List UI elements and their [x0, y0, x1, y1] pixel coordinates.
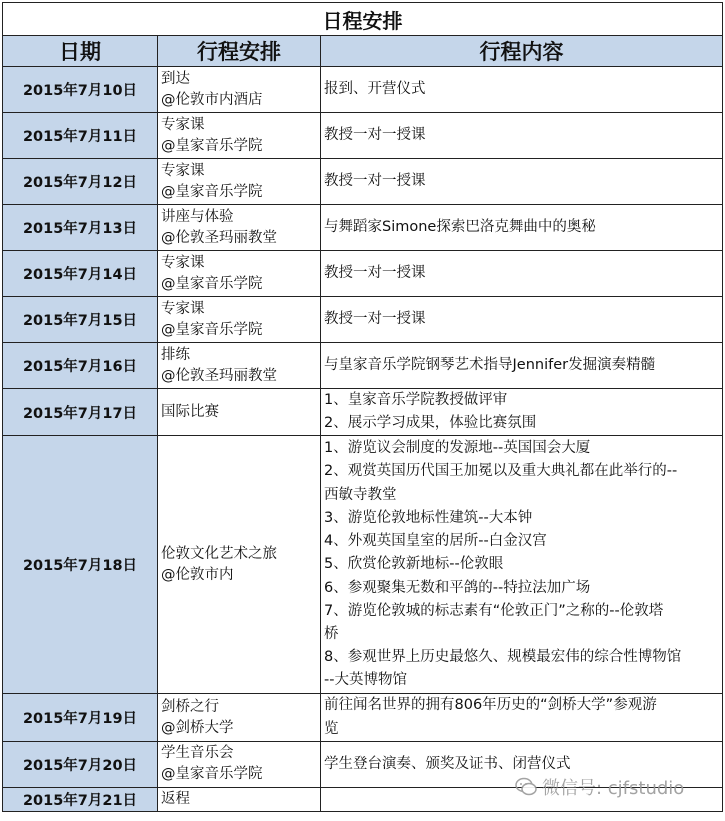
activity-label: 剑桥之行 — [161, 698, 219, 715]
schedule-row — [3, 205, 723, 251]
date-cell: 2015年7月17日 — [3, 389, 158, 436]
content-line: 7、游览伦敦城的标志素有“伦敦正门”之称的--伦敦塔 — [324, 602, 664, 619]
arrangement-cell — [158, 787, 321, 811]
venue-label: @伦敦圣玛丽教堂 — [161, 229, 277, 246]
schedule-row — [3, 436, 723, 694]
schedule-row — [3, 297, 723, 343]
content-line: 1、游览议会制度的发源地--英国国会大厦 — [324, 440, 591, 457]
date-cell: 2015年7月21日 — [3, 787, 158, 811]
date-cell: 2015年7月12日 — [3, 159, 158, 205]
arrangement-cell — [158, 251, 321, 297]
schedule-row — [3, 389, 723, 436]
content-line: 西敏寺教堂 — [324, 486, 397, 503]
activity-label: 到达 — [161, 70, 190, 87]
header-date: 日期 — [3, 36, 158, 67]
schedule-row — [3, 694, 723, 741]
arrangement-cell — [158, 343, 321, 389]
arrangement-cell — [158, 389, 321, 436]
activity-label: 国际比赛 — [161, 403, 219, 420]
date-cell: 2015年7月15日 — [3, 297, 158, 343]
arrangement-cell — [158, 159, 321, 205]
date-cell: 2015年7月19日 — [3, 694, 158, 741]
content-line: 4、外观英国皇室的居所--白金汉宫 — [324, 533, 547, 550]
table-title: 日程安排 — [3, 3, 723, 36]
content-line: 5、欣赏伦敦新地标--伦敦眼 — [324, 556, 504, 573]
date-cell: 2015年7月14日 — [3, 251, 158, 297]
venue-label: @伦敦市内 — [161, 566, 234, 583]
activity-label: 学生音乐会 — [161, 745, 234, 762]
content-cell — [321, 694, 723, 741]
activity-label: 讲座与体验 — [161, 208, 234, 225]
arrangement-cell — [158, 297, 321, 343]
arrangement-cell — [158, 205, 321, 251]
content-line: 教授一对一授课 — [324, 264, 426, 281]
venue-label: @皇家音乐学院 — [161, 321, 263, 338]
arrangement-cell — [158, 436, 321, 694]
content-cell — [321, 113, 723, 159]
schedule-row — [3, 159, 723, 205]
arrangement-cell — [158, 694, 321, 741]
content-line: 1、皇家音乐学院教授做评审 — [324, 392, 508, 408]
header-row — [3, 36, 723, 67]
arrangement-cell — [158, 113, 321, 159]
venue-label: @皇家音乐学院 — [161, 766, 263, 783]
date-cell: 2015年7月16日 — [3, 343, 158, 389]
title-row — [3, 3, 723, 36]
date-cell: 2015年7月13日 — [3, 205, 158, 251]
activity-label: 专家课 — [161, 116, 205, 133]
schedule-table — [2, 2, 723, 812]
content-cell — [321, 389, 723, 436]
content-line: 2、观赏英国历代国王加冕以及重大典礼都在此举行的-- — [324, 463, 678, 480]
arrangement-cell — [158, 741, 321, 787]
content-cell — [321, 205, 723, 251]
activity-label: 专家课 — [161, 254, 205, 271]
content-line: --大英博物馆 — [324, 672, 407, 689]
activity-label: 排练 — [161, 346, 190, 363]
content-line: 前往闻名世界的拥有806年历史的“剑桥大学”参观游 — [324, 697, 657, 714]
date-cell: 2015年7月18日 — [3, 436, 158, 694]
activity-label: 专家课 — [161, 300, 205, 317]
content-line: 3、游览伦敦地标性建筑--大本钟 — [324, 509, 533, 526]
header-arrangement: 行程安排 — [158, 36, 321, 67]
content-cell — [321, 159, 723, 205]
content-cell — [321, 436, 723, 694]
content-cell — [321, 251, 723, 297]
schedule-row — [3, 67, 723, 113]
content-line: 教授一对一授课 — [324, 126, 426, 143]
activity-label: 返程 — [161, 790, 190, 807]
content-line: 2、展示学习成果，体验比赛氛围 — [324, 415, 537, 432]
schedule-row — [3, 343, 723, 389]
content-line: 6、参观聚集无数和平鸽的--特拉法加广场 — [324, 579, 591, 596]
wechat-icon — [515, 777, 537, 797]
date-cell: 2015年7月10日 — [3, 67, 158, 113]
activity-label: 专家课 — [161, 162, 205, 179]
content-line: 8、参观世界上历史最悠久、规模最宏伟的综合性博物馆 — [324, 649, 682, 666]
date-cell: 2015年7月20日 — [3, 741, 158, 787]
venue-label: @剑桥大学 — [161, 719, 234, 736]
content-line: 教授一对一授课 — [324, 172, 426, 189]
wechat-watermark — [515, 773, 720, 801]
content-line: 与舞蹈家Simone探索巴洛克舞曲中的奥秘 — [324, 218, 596, 235]
content-line: 览 — [324, 720, 339, 737]
watermark-text: 微信号: cjfstudio — [542, 778, 685, 799]
content-line: 教授一对一授课 — [324, 310, 426, 327]
venue-label: @皇家音乐学院 — [161, 137, 263, 154]
schedule-row — [3, 113, 723, 159]
content-line: 报到、开营仪式 — [324, 80, 426, 97]
content-line: 与皇家音乐学院钢琴艺术指导Jennifer发掘演奏精髓 — [324, 356, 656, 373]
content-cell — [321, 67, 723, 113]
arrangement-cell — [158, 67, 321, 113]
header-content: 行程内容 — [321, 36, 723, 67]
venue-label: @皇家音乐学院 — [161, 275, 263, 292]
activity-label: 伦敦文化艺术之旅 — [161, 545, 277, 562]
content-line: 桥 — [324, 625, 339, 642]
schedule-row — [3, 251, 723, 297]
content-cell — [321, 343, 723, 389]
venue-label: @伦敦市内酒店 — [161, 91, 263, 108]
venue-label: @皇家音乐学院 — [161, 183, 263, 200]
venue-label: @伦敦圣玛丽教堂 — [161, 367, 277, 384]
content-line: 学生登台演奏、颁奖及证书、闭营仪式 — [324, 755, 571, 772]
content-cell — [321, 297, 723, 343]
date-cell: 2015年7月11日 — [3, 113, 158, 159]
